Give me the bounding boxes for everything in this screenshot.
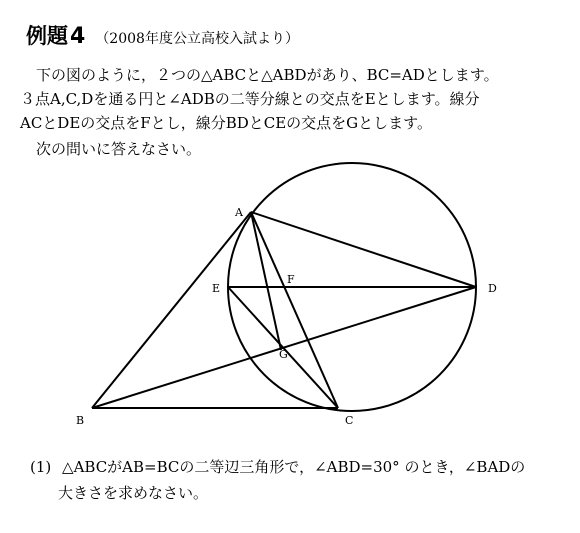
label-b: B (76, 414, 85, 427)
question-line-1 (30, 456, 525, 477)
problem-line-2: ３点A,C,Dを通る円と∠ADBの二等分線との交点をEとします。線分 (20, 90, 480, 108)
segment-ad (251, 212, 476, 287)
label-c: C (345, 414, 354, 427)
label-d: D (488, 282, 497, 295)
problem-line-3: ACとDEの交点をFとし，線分BDとCEの交点をGとします。 (20, 114, 432, 132)
problem-line-4: 次の問いに答えなさい。 (36, 140, 202, 158)
segment-ab (92, 212, 251, 408)
label-a: A (235, 206, 243, 219)
example-number: 4 (70, 24, 86, 49)
question-number: (1) (30, 458, 52, 476)
example-label: 例題 (26, 24, 68, 48)
question-text-1: △ABCがAB=BCの二等辺三角形で，∠ABD=30° のとき，∠BADの (62, 458, 526, 476)
question-line-2: 大きさを求めなさい。 (58, 484, 209, 502)
source-note: （2008年度公立高校入試より） (95, 31, 299, 47)
label-g: G (279, 348, 288, 361)
label-e: E (212, 282, 221, 295)
problem-line-1: 下の図のように，２つの△ABCと△ABDがあり、BC=ADとします。 (36, 66, 499, 84)
label-f: F (287, 273, 295, 286)
segment-ac (251, 212, 338, 408)
